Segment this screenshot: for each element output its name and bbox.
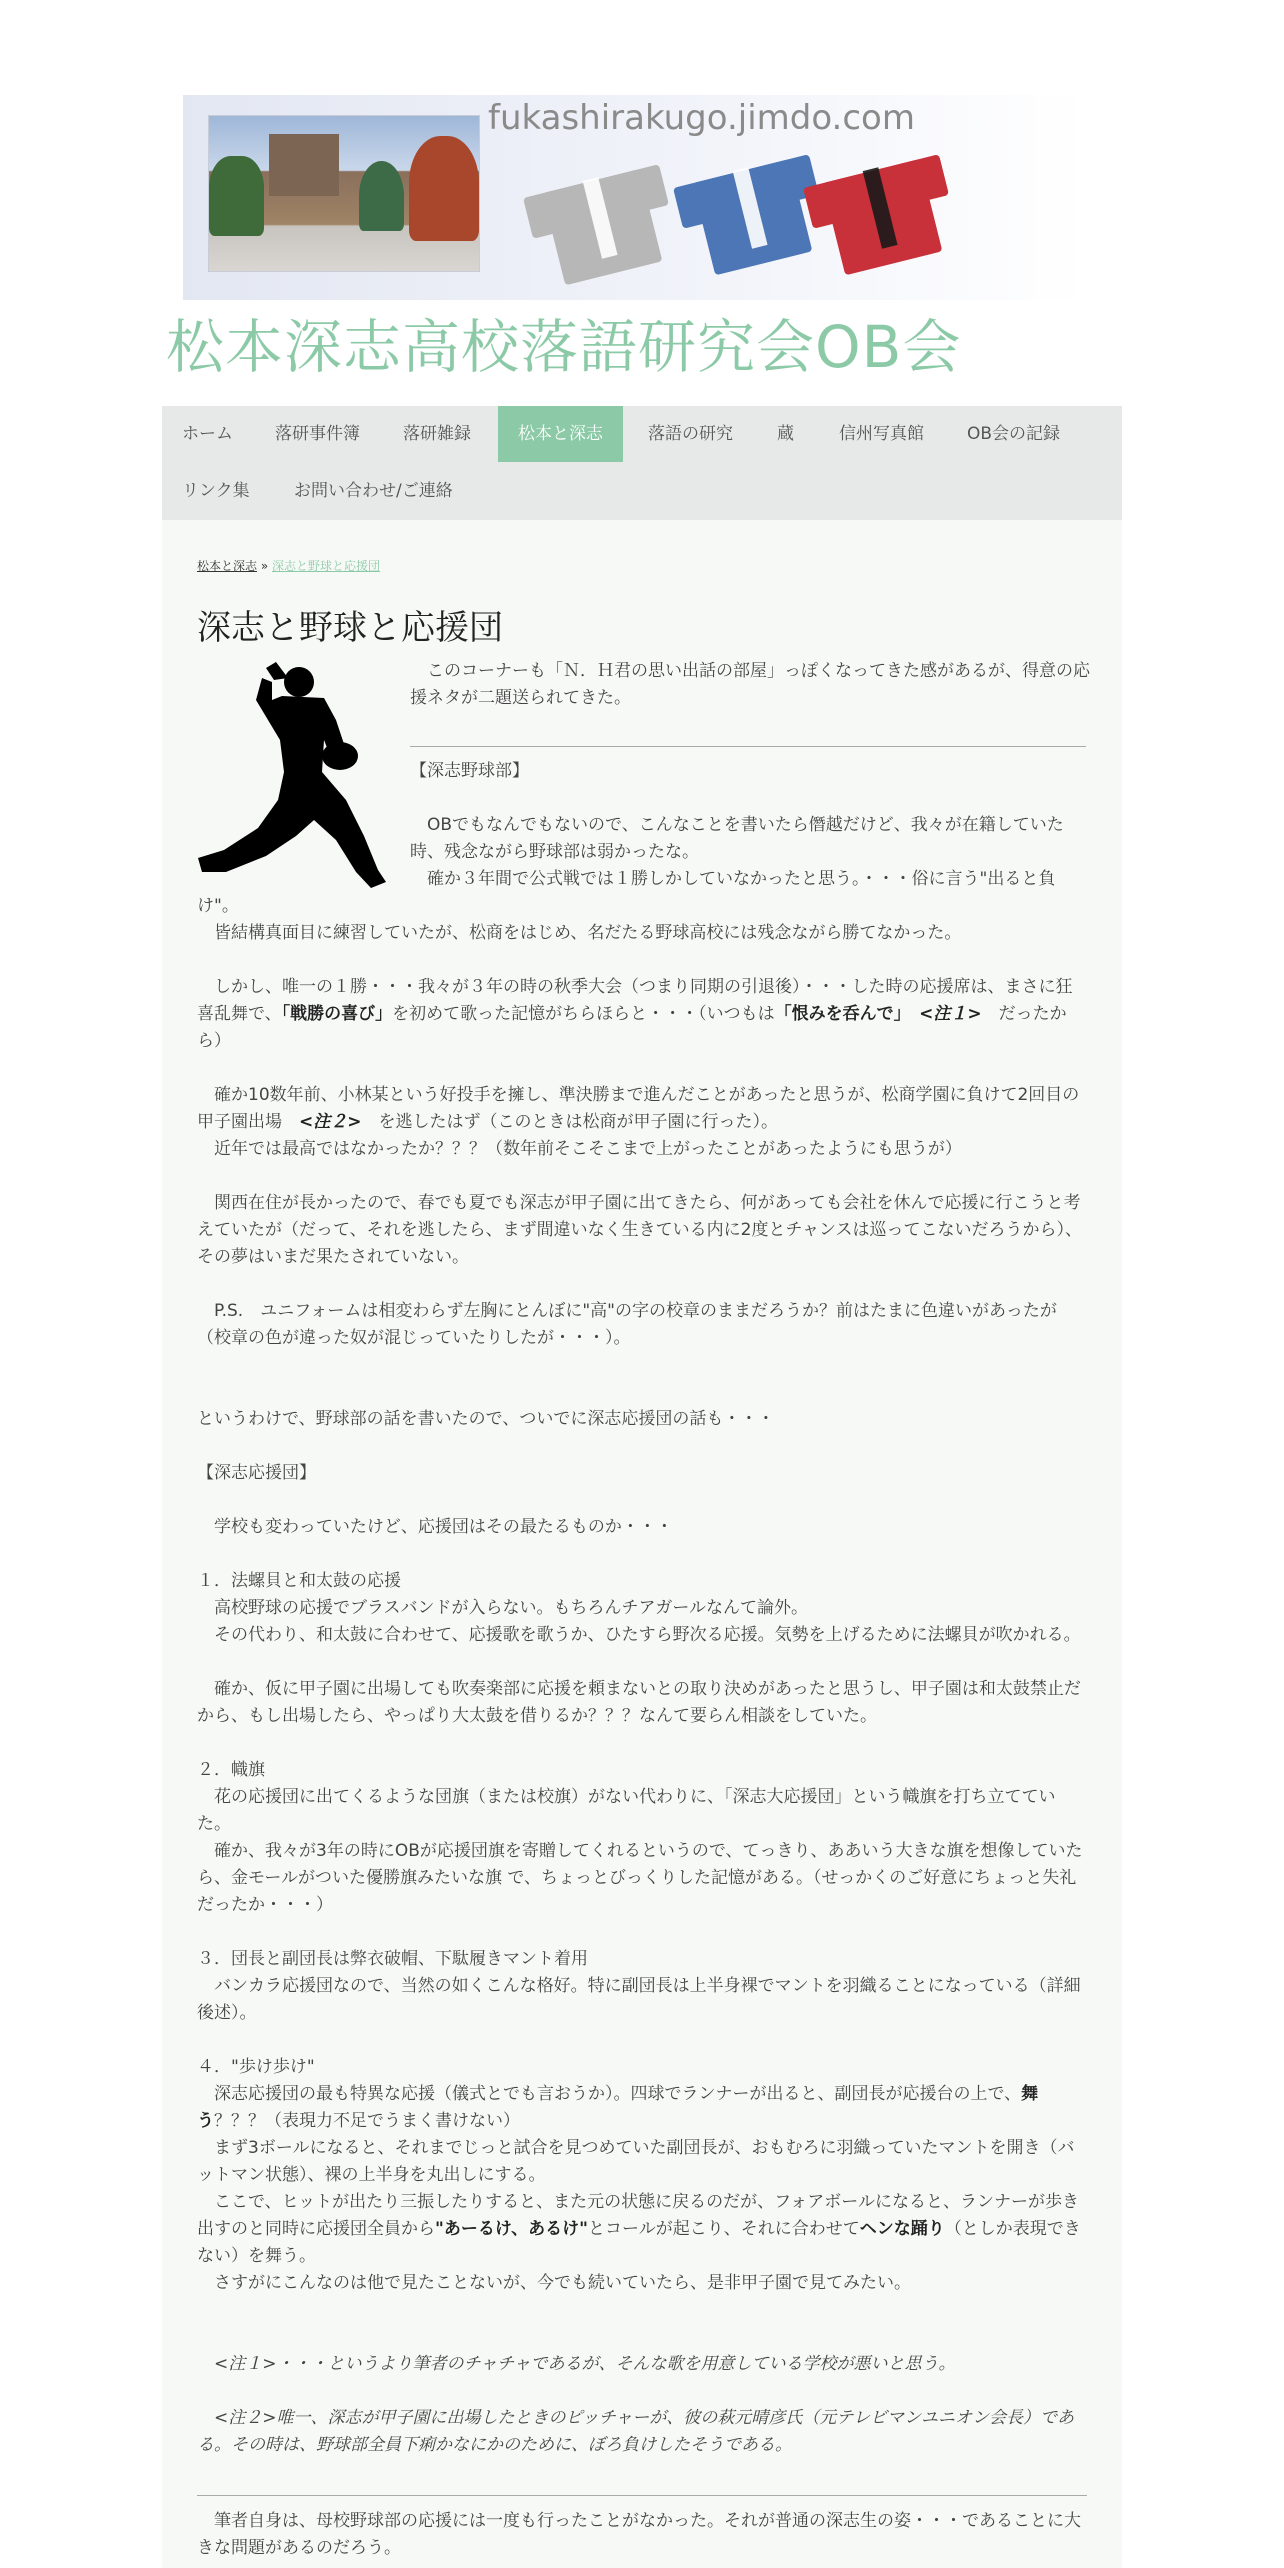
- footnote-2: <注２>唯一、深志が甲子園に出場したときのピッチャーが、彼の萩元晴彦氏（元テレビマンユニオン会長）である。その時は、野球部全員下痢かなにかのために、ぼろ負けしたそうである。: [197, 2408, 1074, 2455]
- section-4-text-d: さすがにこんなのは他で見たことないが、今でも続いていたら、是非甲子園で見てみたい。: [197, 2273, 911, 2293]
- nav-item-links[interactable]: リンク集: [182, 481, 250, 501]
- site-title[interactable]: 松本深志高校落語研究会OB会: [166, 313, 962, 381]
- afterword-divider: [197, 2495, 1087, 2496]
- nav-item-contact[interactable]: お問い合わせ/ご連絡: [294, 481, 453, 501]
- nav-item-matsumoto-fukashi[interactable]: 松本と深志: [498, 406, 623, 462]
- section-4-text-c: ここで、ヒットが出たり三振したりすると、また元の状態に戻るのだが、フォアボールになると、ランナーが歩き出すのと同時に応援団全員から"あーるけ、あるけ"とコールが起こり、それに合わせてヘンな踊り（としか表現できない）を舞う。: [197, 2192, 1081, 2266]
- section-4-text-b: まず3ボールになると、それまでじっと試合を見つめていた副団長が、おもむろに羽織っていたマントを開き（バットマン状態）、裸の上半身を丸出しにする。: [197, 2138, 1075, 2185]
- section-4-text-a: 深志応援団の最も特異な応援（儀式とでも言おうか）。四球でランナーが出ると、副団長が応援台の上で、舞う？？？（表現力不足でうまく書けない）: [197, 2084, 1039, 2131]
- baseball-paragraph-3: 確か10数年前、小林某という好投手を擁し、準決勝まで進んだことがあったと思うが、松商学園に負けて2回目の甲子園出場 <注２> を逃したはず（このときは松商が甲子園に行った）。: [197, 1085, 1080, 1132]
- section-divider: [410, 746, 1086, 747]
- breadcrumb-separator: »: [260, 559, 269, 573]
- section-3-text-a: バンカラ応援団なので、当然の如くこんな格好。特に副団長は上半身裸でマントを羽織ることになっている（詳細後述）。: [197, 1976, 1081, 2023]
- section-1-text-c: 確か、仮に甲子園に出場しても吹奏楽部に応援を頼まないとの取り決めがあったと思うし、甲子園は和太鼓禁止だから、もし出場したら、やっぱり大太鼓を借りるか？？？なんて要らん相談をしていた。: [197, 1679, 1081, 1726]
- section-2-title: ２．幟旗: [197, 1760, 265, 1780]
- baseball-paragraph-1b: 確か３年間で公式戦では１勝しかしていなかったと思う。・・・俗に言う"出ると負け"。: [197, 869, 1056, 916]
- main-nav: [162, 406, 1122, 520]
- footnote-1: <注１>・・・というより筆者のチャチャであるが、そんな歌を用意している学校が悪いと思う。: [197, 2354, 956, 2374]
- baseball-paragraph-1c: 皆結構真面目に練習していたが、松商をはじめ、名だたる野球高校には残念ながら勝てなかった。: [197, 923, 962, 943]
- baseball-pitcher-silhouette: [196, 660, 391, 890]
- section-3-title: ３．団長と副団長は弊衣破帽、下駄履きマント着用: [197, 1949, 588, 1969]
- section-2-text-a: 花の応援団に出てくるような団旗（または校旗）がない代わりに、「深志大応援団」という幟旗を打ち立てていた。: [197, 1787, 1056, 1834]
- baseball-heading: 【深志野球部】: [410, 761, 529, 781]
- page-title: 深志と野球と応援団: [197, 608, 503, 648]
- school-building-photo: [208, 115, 480, 272]
- breadcrumb-parent-link[interactable]: 松本と深志: [197, 559, 258, 573]
- ouen-heading: 【深志応援団】: [197, 1463, 316, 1483]
- site-url: fukashirakugo.jimdo.com: [488, 98, 915, 138]
- section-1-text-a: 高校野球の応援でブラスバンドが入らない。もちろんチアガールなんて論外。: [197, 1598, 808, 1618]
- intro-paragraph: このコーナーも「Ｎ．Ｈ君の思い出話の部屋」っぽくなってきた感があるが、得意の応援ネタが二題送られてきた。: [410, 661, 1090, 708]
- nav-item-incidents[interactable]: 落研事件簿: [275, 424, 360, 444]
- breadcrumb: [197, 557, 380, 574]
- nav-item-kura[interactable]: 蔵: [777, 424, 794, 444]
- nav-item-rakugo-study[interactable]: 落語の研究: [648, 424, 733, 444]
- baseball-paragraph-4: 関西在住が長かったので、春でも夏でも深志が甲子園に出てきたら、何があっても会社を休んで応援に行こうと考えていたが（だって、それを逃したら、まず間違いなく生きている内に2度とチャンスは巡ってこないだろうから）、その夢はいまだ果たされていない。: [197, 1193, 1082, 1267]
- afterword-paragraph: 筆者自身は、母校野球部の応援には一度も行ったことがなかった。それが普通の深志生の姿・・・であることに大きな問題があるのだろう。: [197, 2511, 1081, 2558]
- section-4-title: ４．"歩け歩け": [197, 2057, 315, 2077]
- baseball-paragraph-1a: OBでもなんでもないので、こんなことを書いたら僭越だけど、我々が在籍していた時、残念ながら野球部は弱かったな。: [410, 815, 1064, 862]
- section-2-text-b: 確か、我々が3年の時にOBが応援団旗を寄贈してくれるというので、てっきり、ああいう大きな旗を想像していたら、金モールがついた優勝旗みたいな旗 で、ちょっとびっくりした記憶がある。（せっかくのご好意にちょっと失礼だったか・・・）: [197, 1841, 1083, 1915]
- baseball-ps: P.S. ユニフォームは相変わらず左胸にとんぼに"高"の字の校章のままだろうか？前はたまに色違いがあったが（校章の色が違った奴が混じっていたりしたが・・・）。: [197, 1301, 1057, 1348]
- section-1-title: １．法螺貝と和太鼓の応援: [197, 1571, 401, 1591]
- breadcrumb-current-link[interactable]: 深志と野球と応援団: [272, 559, 381, 573]
- baseball-paragraph-2: しかし、唯一の１勝・・・我々が３年の時の秋季大会（つまり同期の引退後）・・・した時の応援席は、まさに狂喜乱舞で、「戦勝の喜び」を初めて歌った記憶がちらほらと・・・（いつもは「恨みを呑んで」 <注１> だったから）: [197, 977, 1073, 1051]
- transition-paragraph: というわけで、野球部の話を書いたので、ついでに深志応援団の話も・・・: [197, 1409, 775, 1429]
- nav-item-notes[interactable]: 落研雑録: [403, 424, 471, 444]
- nav-item-shinshu-photos[interactable]: 信州写真館: [839, 424, 924, 444]
- ouen-intro: 学校も変わっていたけど、応援団はその最たるものか・・・: [197, 1517, 673, 1537]
- baseball-paragraph-3c: 近年では最高ではなかったか？？？（数年前そこそこまで上がったことがあったようにも思うが）: [197, 1139, 962, 1159]
- nav-item-home[interactable]: ホーム: [182, 424, 233, 444]
- nav-item-ob-records[interactable]: OB会の記録: [967, 424, 1061, 444]
- section-1-text-b: その代わり、和太鼓に合わせて、応援歌を歌うか、ひたすら野次る応援。気勢を上げるために法螺貝が吹かれる。: [197, 1625, 1081, 1645]
